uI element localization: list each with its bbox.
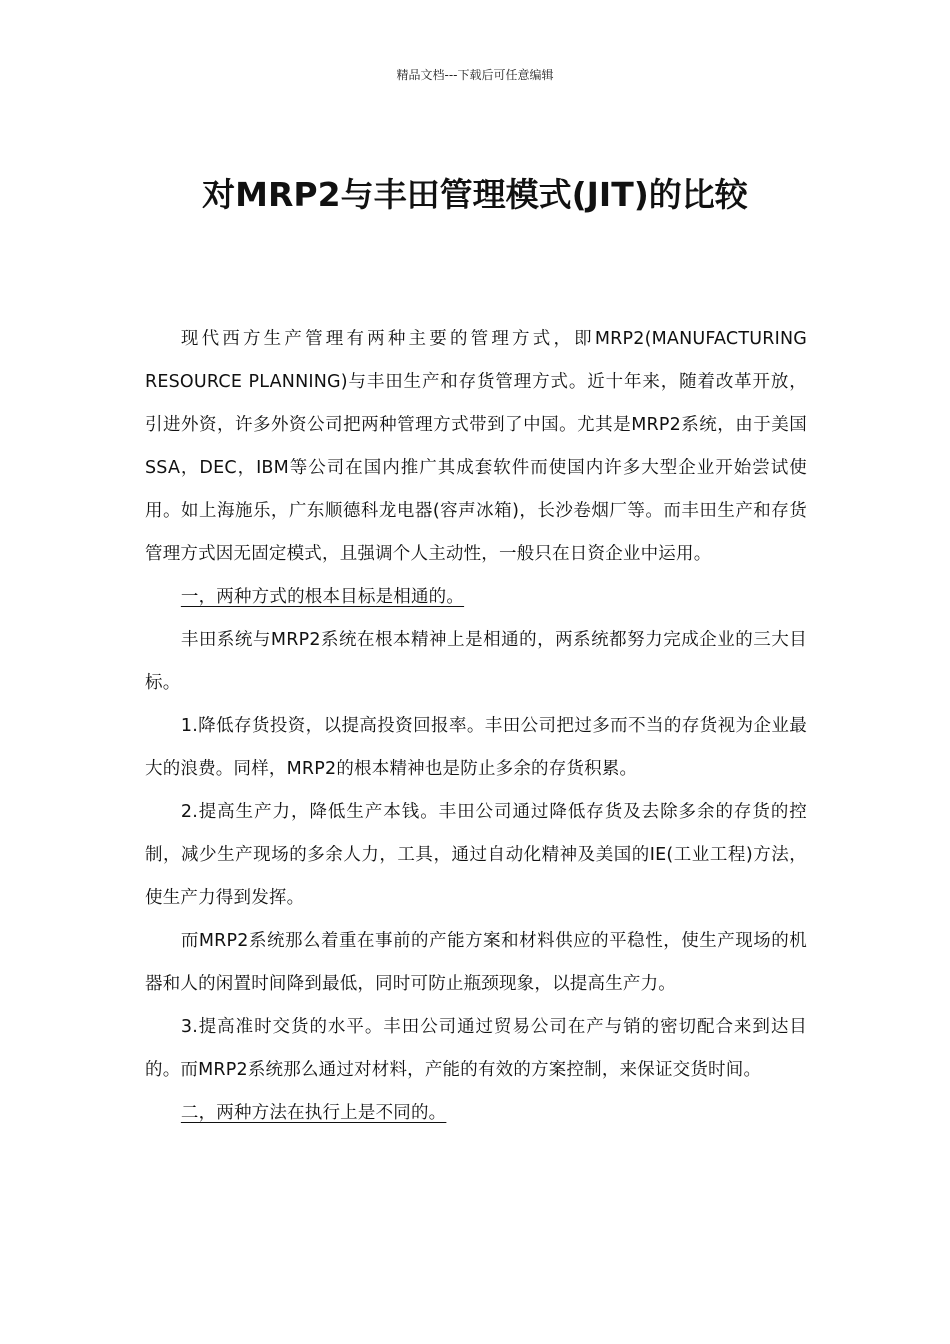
paragraph-point-2: 2.提高生产力，降低生产本钱。丰田公司通过降低存货及去除多余的存货的控制，减少生产现场的多余人力，工具，通过自动化精神及美国的IE(工业工程)方法，使生产力得到发挥。 — [145, 802, 807, 908]
paragraph-intro: 现代西方生产管理有两种主要的管理方式，即MRP2(MANUFACTURING RESOURCE PLANNING)与丰田生产和存货管理方式。近十年来，随着改革开放，引进外资，许多外资公司把两种管理方式带到了中国。尤其是MRP2系统，由于美国SSA，DEC，IBM等公司在国内推广其成套软件而使国内许多大型企业开始尝试使用。如上海施乐，广东顺德科龙电器(容声冰箱)，长沙卷烟厂等。而丰田生产和存货管理方式因无固定模式，且强调个人主动性，一般只在日资企业中运用。 — [145, 329, 807, 564]
paragraph-goals: 丰田系统与MRP2系统在根本精神上是相通的，两系统都努力完成企业的三大目标。 — [145, 630, 807, 693]
document-body — [145, 318, 807, 1135]
paragraph-point-1: 1.降低存货投资，以提高投资回报率。丰田公司把过多而不当的存货视为企业最大的浪费。同样，MRP2的根本精神也是防止多余的存货积累。 — [145, 716, 807, 779]
section-heading-2 — [145, 1092, 807, 1135]
section-heading-2-text: 二，两种方法在执行上是不同的。 — [180, 1103, 447, 1123]
document-title: 对MRP2与丰田管理模式(JIT)的比较 — [202, 175, 748, 214]
paragraph-point-3: 3.提高准时交货的水平。丰田公司通过贸易公司在产与销的密切配合来到达目的。而MRP2系统那么通过对材料，产能的有效的方案控制，来保证交货时间。 — [145, 1017, 807, 1080]
paragraph-mrp2-capacity: 而MRP2系统那么着重在事前的产能方案和材料供应的平稳性，使生产现场的机器和人的闲置时间降到最低，同时可防止瓶颈现象，以提高生产力。 — [145, 931, 807, 994]
section-heading-1 — [145, 576, 807, 619]
header-note: 精品文档---下载后可任意编辑 — [396, 68, 554, 82]
section-heading-1-text: 一，两种方式的根本目标是相通的。 — [180, 587, 465, 607]
